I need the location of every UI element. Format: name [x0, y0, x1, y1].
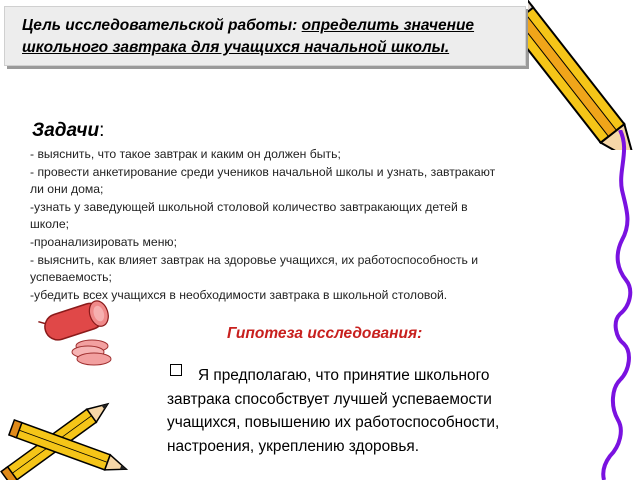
title-goal: определить значение — [301, 17, 475, 34]
tasks-heading — [32, 120, 104, 142]
hypothesis-line: Я предполагаю, что принятие школьного — [198, 367, 490, 384]
hypothesis-text — [167, 364, 587, 458]
task-line: -убедить всех учащихся в необходимости завтрака в школьной столовой. — [30, 287, 448, 302]
tasks-list — [30, 146, 575, 304]
hypothesis-line: учащихся, повышению их работоспособности, — [167, 414, 500, 431]
task-line: школе; — [30, 217, 70, 232]
title-goal-line2: школьного завтрака для учащихся начальной школы. — [22, 39, 450, 56]
tasks-heading-colon: : — [99, 120, 105, 141]
hypothesis-line: завтрака способствует лучшей успеваемости — [167, 390, 492, 408]
page-title — [22, 15, 522, 59]
tasks-heading-label: Задачи — [32, 120, 100, 141]
task-line: - выяснить, как влияет завтрак на здоровье учащихся, их работоспособность и — [30, 252, 479, 267]
sausage-icon — [36, 296, 126, 370]
task-line: успеваемость; — [30, 270, 112, 285]
task-line: - выяснить, что такое завтрак и каким он должен быть; — [30, 147, 341, 161]
hypothesis-line: настроения, укреплению здоровья. — [167, 437, 419, 455]
hypothesis-heading: Гипотеза исследования: — [227, 325, 423, 342]
task-line: ли они дома; — [30, 182, 104, 197]
task-line: -проанализировать меню; — [30, 234, 177, 249]
crossed-pencils-icon — [0, 382, 130, 480]
task-line: - провести анкетирование среди учеников начальной школы и узнать, завтракают — [30, 164, 496, 179]
title-prefix: Цель исследовательской работы: — [22, 17, 302, 34]
task-line: -узнать у заведующей школьной столовой количество завтракающих детей в — [30, 199, 468, 214]
pencil-icon — [528, 0, 640, 150]
